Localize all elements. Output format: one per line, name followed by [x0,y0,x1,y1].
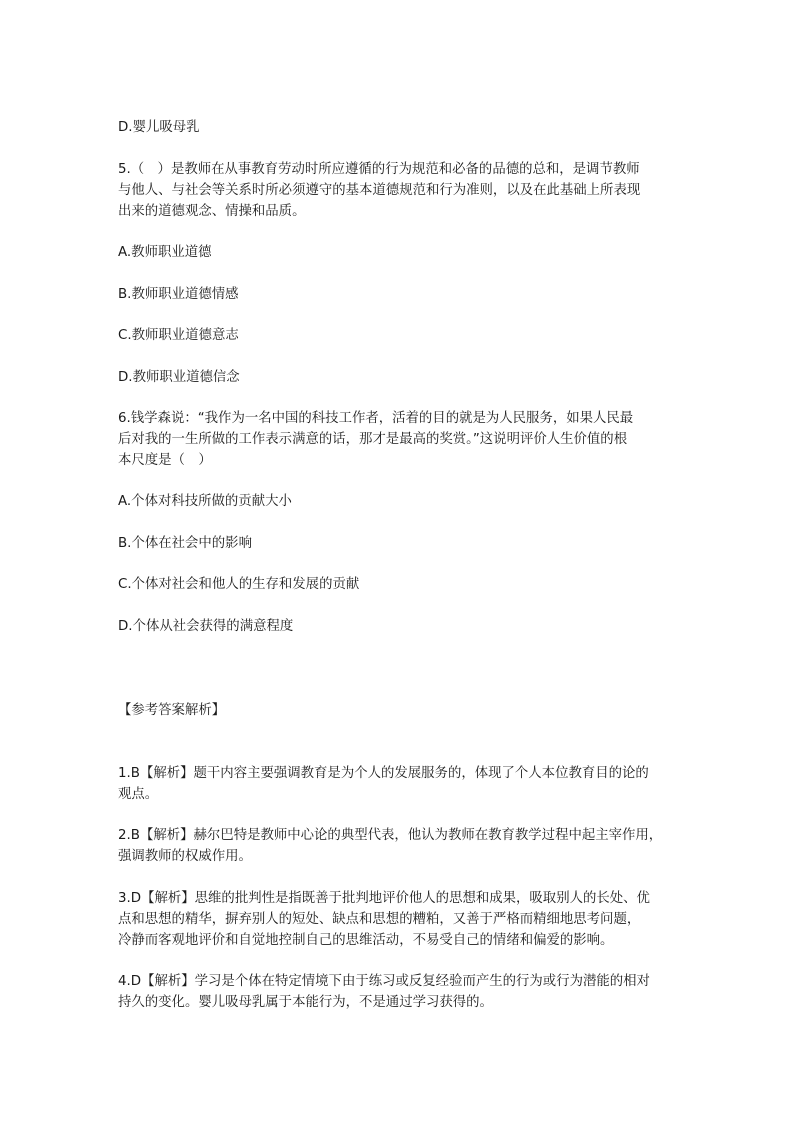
q5-option-b: B.教师职业道德情感 [118,287,239,302]
answer-line: 观点。 [118,787,159,802]
q5-option-c: C.教师职业道德意志 [118,328,239,343]
q6-stem-line: 本尺度是（ ） [118,453,212,468]
answer-line: 3.D【解析】思维的批判性是指既善于批判地评价他人的思想和成果，吸取别人的长处、优 [118,891,650,906]
q6-stem-line: 6.钱学森说：“我作为一名中国的科技工作者，活着的目的就是为人民服务，如果人民最 [118,411,634,426]
answers-heading: 【参考答案解析】 [118,703,226,718]
answer-line: 冷静而客观地评价和自觉地控制自己的思维活动，不易受自己的情绪和偏爱的影响。 [118,933,614,948]
answer-line: 强调教师的权威作用。 [118,849,252,864]
q5-stem-line: 出来的道德观念、情操和品质。 [118,204,306,219]
q6-stem [118,408,678,471]
answer-4 [118,971,678,1013]
answer-line: 点和思想的精华，摒弃别人的短处、缺点和思想的糟粕，又善于严格而精细地思考问题， [118,912,641,927]
answer-line: 1.B【解析】题干内容主要强调教育是为个人的发展服务的，体现了个人本位教育目的论的 [118,766,649,781]
q5-stem [118,159,678,222]
answer-1 [118,763,678,805]
answer-line: 4.D【解析】学习是个体在特定情境下由于练习或反复经验而产生的行为或行为潜能的相对 [118,974,650,989]
q5-option-d: D.教师职业道德信念 [118,370,240,385]
q6-option-b: B.个体在社会中的影响 [118,536,252,551]
q5-stem-line: 与他人、与社会等关系时所必须遵守的基本道德规范和行为准则，以及在此基础上所表现 [118,183,641,198]
q5-stem-line: 5.（ ）是教师在从事教育劳动时所应遵循的行为规范和必备的品德的总和，是调节教师 [118,162,640,177]
q6-option-c: C.个体对社会和他人的生存和发展的贡献 [118,577,360,592]
answer-line: 持久的变化。婴儿吸母乳属于本能行为，不是通过学习获得的。 [118,995,493,1010]
q5-option-a: A.教师职业道德 [118,245,212,260]
q6-option-d: D.个体从社会获得的满意程度 [118,619,294,634]
answer-3 [118,888,678,951]
q6-option-a: A.个体对科技所做的贡献大小 [118,494,292,509]
q4-option-d: D.婴儿吸母乳 [118,120,200,135]
answer-2 [118,825,678,867]
q6-stem-line: 后对我的一生所做的工作表示满意的话，那才是最高的奖赏。”这说明评价人生价值的根 [118,432,628,447]
answer-line: 2.B【解析】赫尔巴特是教师中心论的典型代表，他认为教师在教育教学过程中起主宰作用， [118,828,663,843]
